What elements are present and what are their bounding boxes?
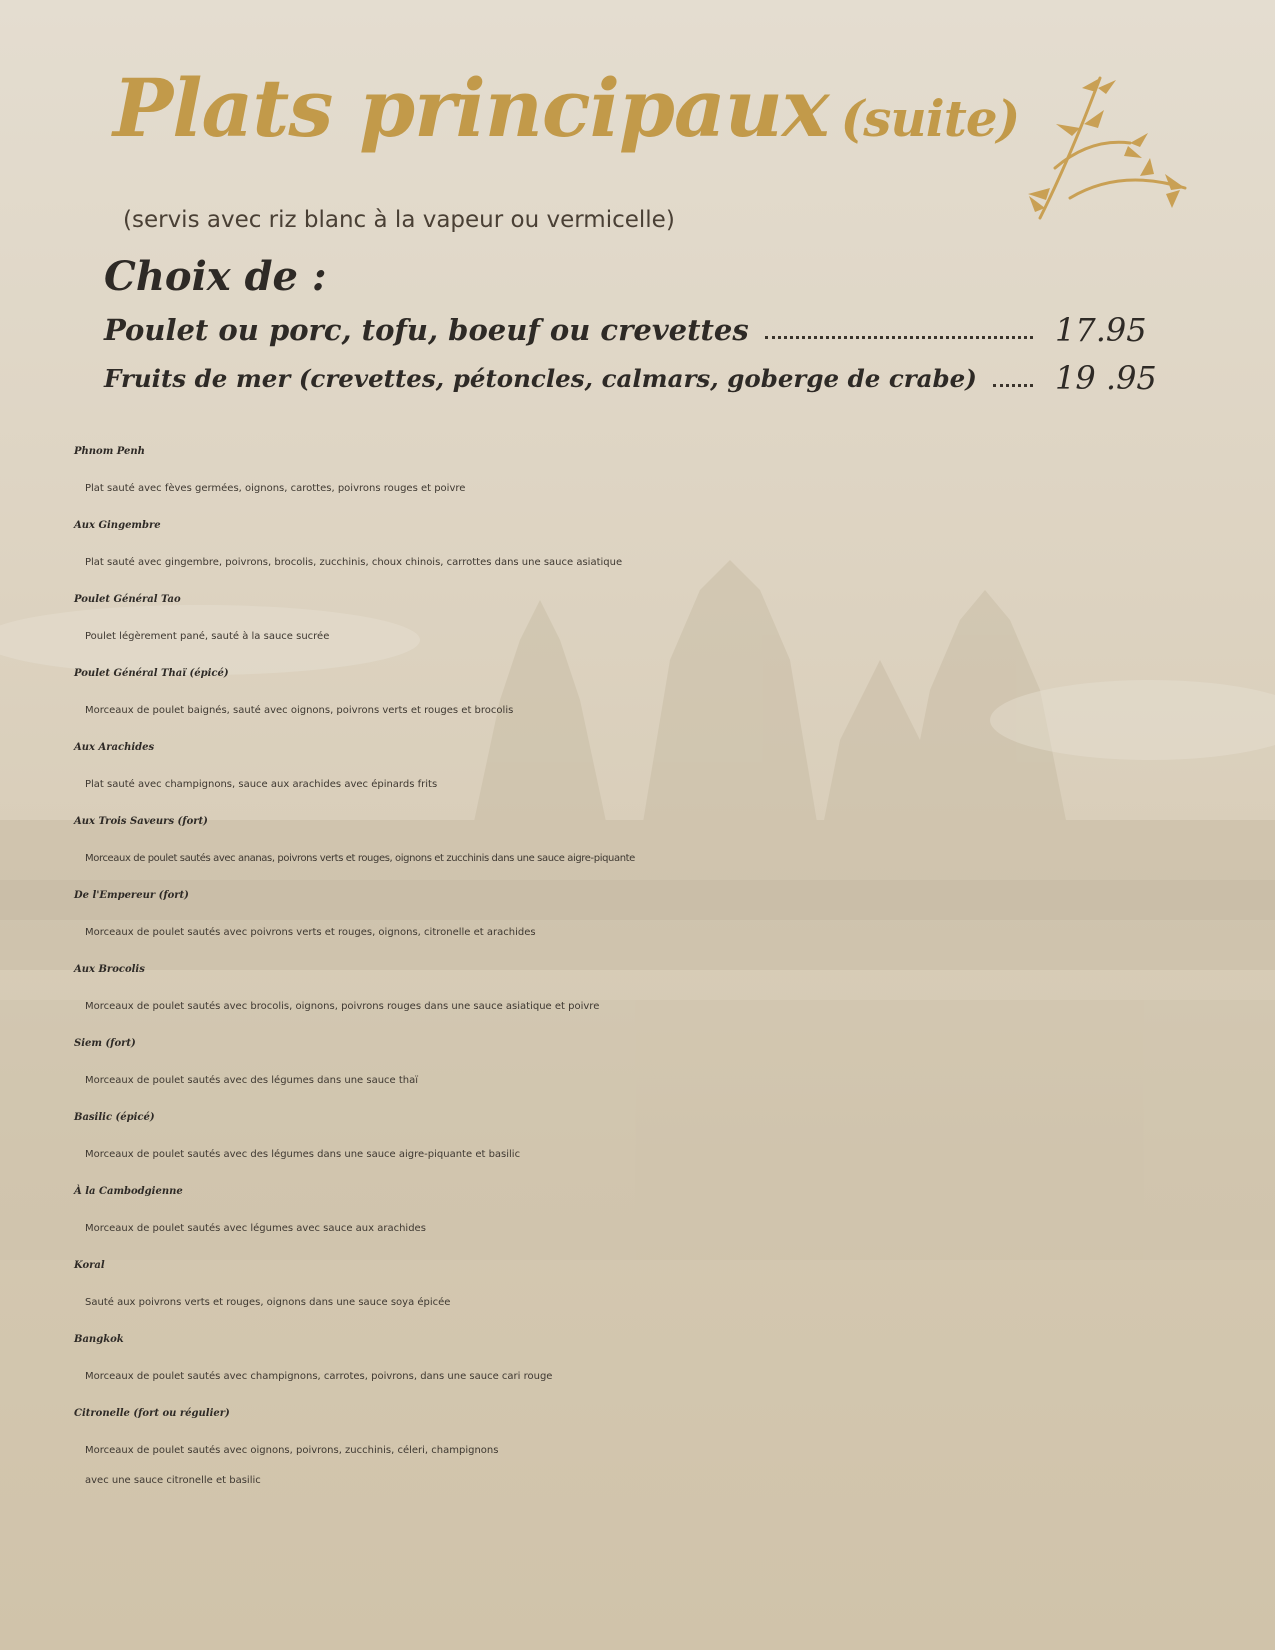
dot-leader — [993, 384, 1033, 387]
menu-item — [74, 652, 1234, 726]
menu-item — [74, 1392, 1234, 1496]
menu-item — [74, 1244, 1234, 1318]
menu-item-name: Siem (fort) — [74, 1038, 136, 1049]
menu-item-description: Morceaux de poulet baignés, sauté avec oignons, poivrons verts et rouges et brocolis — [85, 705, 514, 716]
menu-item — [74, 800, 1234, 874]
menu-item-description: Sauté aux poivrons verts et rouges, oignons dans une sauce soya épicée — [85, 1297, 451, 1308]
title-text: Plats principaux — [113, 61, 829, 155]
choice-option-name: Poulet ou porc, tofu, boeuf ou crevettes — [104, 313, 749, 347]
choice-option-price: 19 .95 — [1055, 359, 1157, 397]
menu-item-description: Morceaux de poulet sautés avec oignons, poivrons, zucchinis, céleri, champignons — [85, 1445, 499, 1456]
menu-item-description: Morceaux de poulet sautés avec ananas, poivrons verts et rouges, oignons et zucchinis dans une sauce aigre-piquante — [85, 853, 635, 864]
menu-item-name: Basilic (épicé) — [74, 1112, 155, 1123]
menu-item-description: Morceaux de poulet sautés avec légumes avec sauce aux arachides — [85, 1223, 426, 1234]
dot-leader — [765, 336, 1033, 339]
menu-item-name: À la Cambodgienne — [74, 1186, 183, 1197]
menu-item-description: Poulet légèrement pané, sauté à la sauce sucrée — [85, 631, 330, 642]
menu-item-description: Plat sauté avec fèves germées, oignons, carottes, poivrons rouges et poivre — [85, 483, 466, 494]
menu-item — [74, 1318, 1234, 1392]
menu-item — [74, 578, 1234, 652]
bamboo-icon — [1010, 68, 1200, 228]
menu-item-name: Phnom Penh — [74, 446, 145, 457]
menu-item-description: Plat sauté avec champignons, sauce aux arachides avec épinards frits — [85, 779, 438, 790]
menu-item-name: Aux Gingembre — [74, 520, 161, 531]
menu-item-name: Aux Trois Saveurs (fort) — [74, 816, 208, 827]
page-title — [113, 61, 1020, 155]
menu-item-name: Bangkok — [74, 1334, 124, 1345]
choice-heading: Choix de : — [104, 253, 327, 300]
menu-item-name: Aux Brocolis — [74, 964, 145, 975]
menu-item — [74, 1170, 1234, 1244]
menu-item — [74, 504, 1234, 578]
menu-item-description-line2: avec une sauce citronelle et basilic — [85, 1475, 261, 1486]
menu-item — [74, 430, 1234, 504]
choice-option-price: 17.95 — [1055, 311, 1147, 349]
menu-item-name: Koral — [74, 1260, 105, 1271]
choice-option-name: Fruits de mer (crevettes, pétoncles, calmars, goberge de crabe) — [104, 363, 977, 393]
menu-item — [74, 726, 1234, 800]
menu-item-name: Poulet Général Thaï (épicé) — [74, 668, 229, 679]
menu-item-description: Morceaux de poulet sautés avec des légumes dans une sauce thaï — [85, 1075, 419, 1086]
menu-item — [74, 948, 1234, 1022]
menu-item — [74, 1096, 1234, 1170]
menu-item-name: Aux Arachides — [74, 742, 155, 753]
menu-item-description: Morceaux de poulet sautés avec brocolis, oignons, poivrons rouges dans une sauce asiatique et poivre — [85, 1001, 600, 1012]
choice-option — [104, 308, 1150, 352]
menu-item-description: Morceaux de poulet sautés avec champignons, carrotes, poivrons, dans une sauce cari rouge — [85, 1371, 553, 1382]
menu-items-list — [74, 430, 1234, 1496]
menu-item-name: Poulet Général Tao — [74, 594, 181, 605]
menu-item-description: Morceaux de poulet sautés avec poivrons verts et rouges, oignons, citronelle et arachides — [85, 927, 536, 938]
menu-item-description: Morceaux de poulet sautés avec des légumes dans une sauce aigre-piquante et basilic — [85, 1149, 521, 1160]
menu-item-name: Citronelle (fort ou régulier) — [74, 1408, 230, 1419]
menu-item-description: Plat sauté avec gingembre, poivrons, brocolis, zucchinis, choux chinois, carrottes dans une sauce asiatique — [85, 557, 623, 568]
choice-option — [104, 356, 1157, 400]
menu-item-name: De l'Empereur (fort) — [74, 890, 189, 901]
menu-item — [74, 874, 1234, 948]
menu-item — [74, 1022, 1234, 1096]
title-suffix: (suite) — [840, 89, 1020, 148]
serving-note: (servis avec riz blanc à la vapeur ou vermicelle) — [123, 207, 675, 233]
